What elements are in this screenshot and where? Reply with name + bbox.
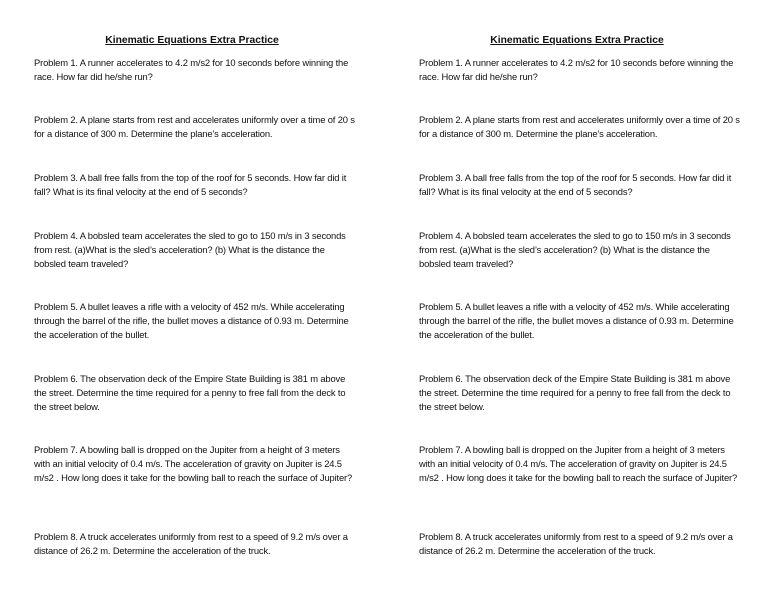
problem-1: Problem 1. A runner accelerates to 4.2 m/s2 for 10 seconds before winning the race. How far did he/she run? bbox=[419, 57, 734, 82]
problem-2: Problem 2. A plane starts from rest and accelerates uniformly over a time of 20 s for a distance of 300 m. Determine the plane’s acceleration. bbox=[34, 114, 355, 139]
problem-4: Problem 4. A bobsled team accelerates the sled to go to 150 m/s in 3 seconds from rest. (a)What is the sled’s acceleration? (b) What is the distance the bobsled team traveled? bbox=[34, 230, 346, 269]
problem-7: Problem 7. A bowling ball is dropped on the Jupiter from a height of 3 meters with an initial velocity of 0.4 m/s. The acceleration of gravity on Jupiter is 24.5 m/s2 . How long does it take for the bowling ball to reach the surface of Jupiter? bbox=[34, 444, 353, 483]
right-worksheet-copy bbox=[419, 0, 749, 594]
problem-3: Problem 3. A ball free falls from the top of the roof for 5 seconds. How far did it fall? What is its final velocity at the end of 5 seconds? bbox=[419, 172, 732, 197]
left-worksheet-copy bbox=[34, 0, 364, 594]
problem-3: Problem 3. A ball free falls from the top of the roof for 5 seconds. How far did it fall? What is its final velocity at the end of 5 seconds? bbox=[34, 172, 347, 197]
problem-1: Problem 1. A runner accelerates to 4.2 m/s2 for 10 seconds before winning the race. How far did he/she run? bbox=[34, 57, 349, 82]
problem-6: Problem 6. The observation deck of the Empire State Building is 381 m above the street. Determine the time required for a penny to free fall from the deck to the street below. bbox=[34, 373, 346, 412]
problem-5: Problem 5. A bullet leaves a rifle with a velocity of 452 m/s. While accelerating through the barrel of the rifle, the bullet moves a distance of 0.93 m. Determine the acceleration of the bullet. bbox=[419, 301, 734, 340]
problem-5: Problem 5. A bullet leaves a rifle with a velocity of 452 m/s. While accelerating through the barrel of the rifle, the bullet moves a distance of 0.93 m. Determine the acceleration of the bullet. bbox=[34, 301, 349, 340]
problem-8: Problem 8. A truck accelerates uniformly from rest to a speed of 9.2 m/s over a distance of 26.2 m. Determine the acceleration of the truck. bbox=[419, 531, 733, 556]
problem-7: Problem 7. A bowling ball is dropped on the Jupiter from a height of 3 meters with an initial velocity of 0.4 m/s. The acceleration of gravity on Jupiter is 24.5 m/s2 . How long does it take for the bowling ball to reach the surface of Jupiter? bbox=[419, 444, 738, 483]
worksheet-title: Kinematic Equations Extra Practice bbox=[105, 35, 279, 46]
problem-4: Problem 4. A bobsled team accelerates the sled to go to 150 m/s in 3 seconds from rest. (a)What is the sled’s acceleration? (b) What is the distance the bobsled team traveled? bbox=[419, 230, 731, 269]
worksheet-title: Kinematic Equations Extra Practice bbox=[490, 35, 664, 46]
problem-8: Problem 8. A truck accelerates uniformly from rest to a speed of 9.2 m/s over a distance of 26.2 m. Determine the acceleration of the truck. bbox=[34, 531, 348, 556]
problem-6: Problem 6. The observation deck of the Empire State Building is 381 m above the street. Determine the time required for a penny to free fall from the deck to the street below. bbox=[419, 373, 731, 412]
problem-2: Problem 2. A plane starts from rest and accelerates uniformly over a time of 20 s for a distance of 300 m. Determine the plane’s acceleration. bbox=[419, 114, 740, 139]
